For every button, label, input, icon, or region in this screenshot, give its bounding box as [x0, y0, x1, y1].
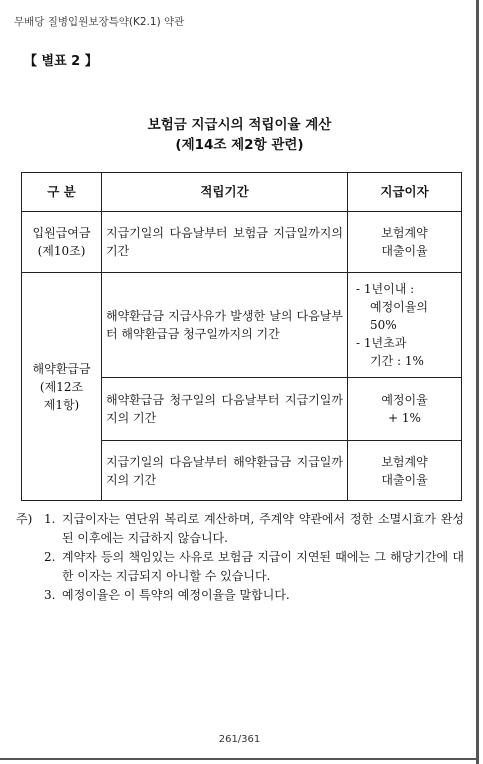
category-line: 해약환급금: [32, 361, 91, 376]
interest-rate-table: [21, 172, 462, 501]
category-line: 제1항): [43, 397, 80, 412]
footnote-item: [16, 586, 464, 605]
rate-line: 대출이율: [381, 244, 428, 258]
period-cell: 지급기일의 다음날부터 보험금 지급일까지의 기간: [102, 212, 348, 273]
page-number: 261/361: [218, 734, 261, 745]
document-title: 보험금 지급시의 적립이율 계산: [147, 117, 332, 133]
rate-line: - 1년초과: [356, 336, 407, 350]
header-category: 구 분: [22, 173, 102, 212]
period-cell: 해약환급금 지급사유가 발생한 날의 다음날부터 해약환급금 청구일까지의 기간: [102, 273, 348, 378]
category-line: 입원급여금: [32, 226, 91, 240]
header-rate: 지급이자: [348, 173, 462, 212]
rate-line: 보험계약: [381, 226, 428, 240]
document-subtitle: (제14조 제2항 관련): [175, 137, 304, 153]
rate-line: - 1년이내 :: [356, 282, 415, 296]
footnotes: [16, 510, 464, 605]
footnote-number: 2.: [44, 550, 56, 564]
footnote-text: 예정이율은 이 특약의 예정이율을 말합니다.: [62, 588, 290, 602]
rate-cell: [348, 273, 462, 378]
rate-line: 50%: [370, 318, 397, 332]
footnote-number: 1.: [44, 512, 56, 526]
page-frame-bottom: [0, 758, 479, 760]
category-line: (제12조: [39, 379, 84, 394]
header-period: 적립기간: [102, 173, 348, 212]
rate-line: 보험계약: [381, 454, 428, 469]
table-row: [22, 273, 462, 378]
footnote-item: [16, 548, 464, 586]
footnote-text: 계약자 등의 책임있는 사유로 보험금 지급이 지연된 때에는 그 해당기간에 대한 이자는 지급되지 아니할 수 있습니다.: [62, 550, 464, 583]
footnote-prefix: 주): [16, 512, 33, 526]
period-cell: 해약환급금 청구일의 다음날부터 지급기일까지의 기간: [102, 378, 348, 441]
rate-line: 기간 : 1%: [370, 354, 424, 368]
table-header-row: [22, 173, 462, 212]
rate-line: 예정이율: [381, 393, 428, 407]
category-cell: [22, 273, 102, 501]
category-line: (제10조): [37, 244, 86, 258]
footnote-text: 지급이자는 연단위 복리로 계산하며, 주계약 약관에서 정한 소멸시효가 완성된 이후에는 지급하지 않습니다.: [62, 512, 464, 545]
rate-line: 대출이율: [381, 472, 428, 487]
rate-cell: [348, 378, 462, 441]
annex-label: 【 별표 2 】: [24, 54, 98, 69]
category-cell: [22, 212, 102, 273]
footnote-item: [16, 510, 464, 548]
footnote-number: 3.: [44, 588, 56, 602]
rate-line: 예정이율의: [370, 300, 428, 314]
table-row: [22, 212, 462, 273]
rate-line: + 1%: [388, 411, 421, 425]
rate-cell: [348, 441, 462, 501]
rate-cell: [348, 212, 462, 273]
period-cell: 지급기일의 다음날부터 해약환급금 지급일까지의 기간: [102, 441, 348, 501]
document-header: 무배당 질병입원보장특약(K2.1) 약관: [14, 16, 185, 28]
